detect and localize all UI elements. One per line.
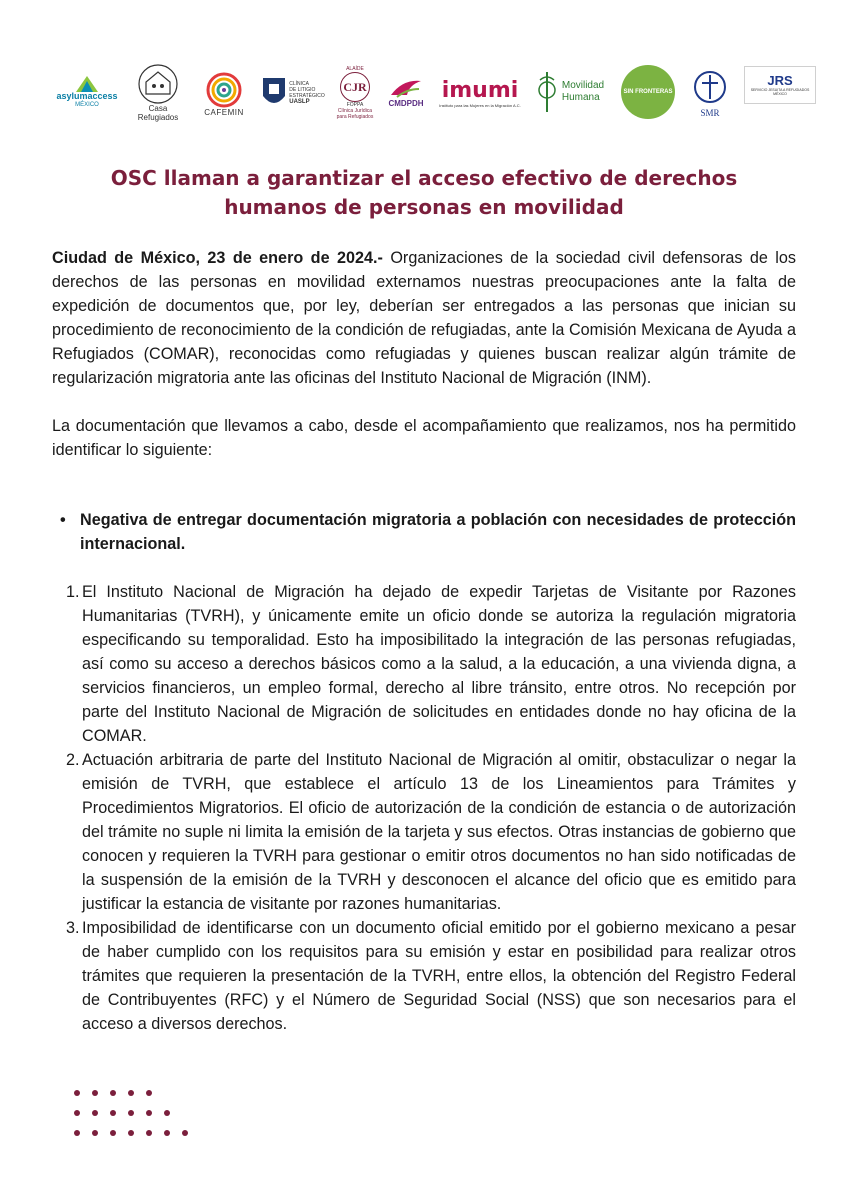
logo-text: DE LITIGIO (289, 86, 316, 93)
imumi-logo (438, 70, 522, 116)
clinica-litigio-logo (256, 70, 330, 116)
asylum-access-icon (76, 76, 98, 92)
decorative-dot (74, 1090, 80, 1096)
logo-text: Clínica Jurídica (337, 108, 373, 114)
smr-emblem-icon (693, 69, 727, 109)
list-item-text: El Instituto Nacional de Migración ha dejado de expedir Tarjetas de Visitante por Razones Humanitarias (TVRH), y únicamente emite un oficio donde se autoriza la regulación migratoria especificando su temporalidad. Esto ha imposibilitado la integración de las personas refugiadas, así como su acceso a derechos básicos como a la salud, a la educación, a una vivienda digna, a servicios financieros, un empleo formal, derecho al libre tránsito, entre otros. No recepción por parte del Instituto Nacional de Migración de solicitudes en entidades donde no hay oficina de la COMAR. (82, 583, 796, 745)
logo-subtext: Instituto para las Mujeres en la Migración A.C. (439, 102, 521, 108)
bullet-text: Negativa de entregar documentación migratoria a población con necesidades de protección internacional. (80, 511, 796, 553)
asylum-access-logo (52, 68, 122, 118)
decorative-dot (164, 1130, 170, 1136)
intro-text: Organizaciones de la sociedad civil defensoras de los derechos de las personas en movilidad externamos nuestras preocupaciones ante la falta de expedición de documentos que, por ley, deberían ser entregados a las personas que inician su procedimiento de reconocimiento de la condición de refugiadas, ante la Comisión Mexicana de Ayuda a Refugiados (COMAR), reconocidas como refugiadas y quienes buscan realizar algún trámite de regularización migratoria ante las oficinas del Instituto Nacional de Migración (INM). (52, 249, 796, 387)
logo-row (52, 60, 822, 130)
logo-text: Humana (561, 92, 600, 103)
logo-text: Casa Refugiados (137, 104, 179, 122)
decorative-dot (128, 1110, 134, 1116)
decorative-dots (74, 1090, 194, 1150)
bullet-heading (60, 508, 796, 556)
list-item (62, 916, 796, 1036)
bullet-symbol: • (60, 511, 66, 529)
cmdpdh-logo (382, 70, 430, 114)
logo-text: UASLP (289, 98, 310, 105)
list-item-text: Imposibilidad de identificarse con un documento oficial emitido por el gobierno mexicano a pesar de haber cumplido con los requisitos para su emisión y estar en posibilidad para realizar otros trámites que requieren la presentación de la TVRH, entre ellos, la obtención del Registro Federal de Contribuyentes (RFC) y el Número de Seguridad Social (NSS) que son necesarios para el acceso a diversos derechos. (82, 919, 796, 1033)
decorative-dot (92, 1130, 98, 1136)
decorative-dot (146, 1110, 152, 1116)
decorative-dot (146, 1090, 152, 1096)
logo-text: ALAÍDE (346, 66, 364, 72)
cmdpdh-bird-icon (389, 77, 423, 99)
numbered-list (62, 580, 796, 1036)
decorative-dot (74, 1110, 80, 1116)
list-item (62, 748, 796, 916)
jrs-logo (744, 66, 816, 104)
decorative-dot (92, 1090, 98, 1096)
logo-text: SIN FRONTERAS (623, 88, 673, 95)
logo-text: CLÍNICA (289, 80, 309, 87)
list-item-text: Actuación arbitraria de parte del Instituto Nacional de Migración al omitir, obstaculizar o negar la emisión de TVRH, que establece el artículo 13 de los Lineamientos para Trámites y Procedimientos Migratorios. El oficio de autorización de la condición de estancia o de autorización del trámite no suple ni limita la emisión de la tarjeta y sus efectos. Otras instancias de gobierno que conocen y requieren la TVRH para gestionar o emitir otros documentos no han sido notificadas de la suspensión de la emisión de la TVRH y desconocen el alcance del oficio que es emitido para justificar la estancia de visitante por razones humanitarias. (82, 751, 796, 913)
title-line-2: humanos de personas en movilidad (224, 195, 624, 219)
list-item (62, 580, 796, 748)
logo-subtext: MÉXICO (75, 102, 99, 108)
decorative-dot (128, 1130, 134, 1136)
logo-text: ESTRATÉGICO (289, 92, 325, 99)
decorative-dot (128, 1090, 134, 1096)
decorative-dot (92, 1110, 98, 1116)
casa-refugiados-logo (128, 64, 188, 122)
logo-text: para Refugiados (336, 114, 374, 120)
sin-fronteras-logo (618, 62, 678, 122)
dateline: Ciudad de México, 23 de enero de 2024.- (52, 249, 383, 267)
intro-paragraph (52, 246, 796, 390)
list-item-number: 3. (66, 919, 80, 937)
cafemin-icon (206, 72, 242, 108)
logo-text: imumi (441, 77, 519, 103)
cafemin-logo (196, 66, 252, 122)
list-item-number: 2. (66, 751, 80, 769)
list-item-number: 1. (66, 583, 80, 601)
movilidad-humana-logo (530, 64, 610, 120)
logo-text: CAFEMIN (204, 107, 244, 117)
decorative-dot (110, 1090, 116, 1096)
logo-text: Movilidad (561, 80, 605, 91)
alaide-foppa-logo (330, 60, 380, 126)
movilidad-humana-icon (536, 70, 558, 114)
cjr-seal: CJR (340, 72, 370, 102)
logo-text: JRS (767, 73, 793, 88)
logo-text: CMDPDH (388, 98, 424, 108)
smr-logo (688, 60, 732, 126)
decorative-dot (182, 1130, 188, 1136)
page-title (60, 164, 788, 222)
decorative-dot (110, 1110, 116, 1116)
uaslp-shield-icon (261, 76, 287, 110)
documentation-paragraph: La documentación que llevamos a cabo, desde el acompañamiento que realizamos, nos ha permitido identificar lo siguiente: (52, 417, 796, 459)
decorative-dot (74, 1130, 80, 1136)
decorative-dot (164, 1110, 170, 1116)
logo-subtext: SERVICIO JESUITA A REFUGIADOS MÉXICO (750, 88, 810, 96)
logo-text: SMR (700, 107, 720, 118)
casa-refugiados-icon (136, 64, 180, 104)
decorative-dot (146, 1130, 152, 1136)
logo-text: FOPPA (346, 102, 364, 108)
title-line-1: OSC llaman a garantizar el acceso efectivo de derechos (110, 166, 738, 190)
decorative-dot (110, 1130, 116, 1136)
logo-text: asylumaccess (56, 91, 118, 101)
